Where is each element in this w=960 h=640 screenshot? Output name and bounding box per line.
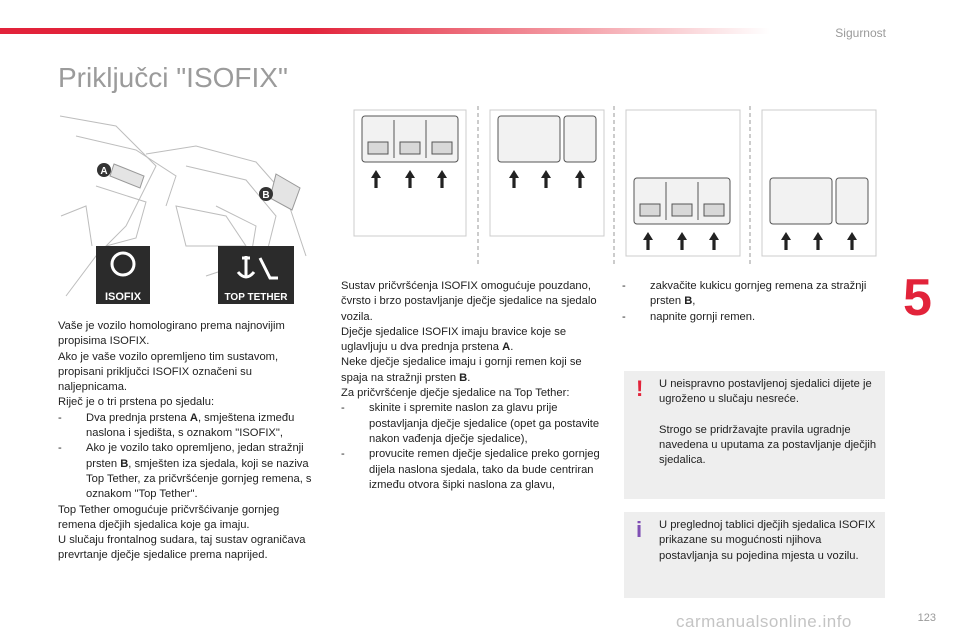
isofix-seat-illustration [56, 106, 318, 312]
seat-diagram-2 [490, 110, 604, 236]
seat-configuration-diagrams [342, 106, 882, 274]
info-icon: i [636, 517, 643, 542]
procedure-intro: Za pričvršćenje dječje sjedalice na Top Tether: [341, 387, 570, 400]
isofix-logo [96, 246, 150, 304]
svg-text:ISOFIX: ISOFIX [104, 291, 142, 303]
text-column-3 [622, 279, 884, 325]
step-strap: - provucite remen dječje sjedalice preko gornjeg dijela naslona sjedala, tako da bude centriran između otvora šipki naslona za glavu, [341, 447, 603, 493]
ring-b-item: - Ako je vozilo tako opremljeno, jedan stražnji prsten B, smješten iza sjedala, koji se naziva Top Tether, za pričvršćenje gornjeg remena, s oznakom "Top Tether". [58, 441, 314, 502]
page-title: Priključci "ISOFIX" [58, 62, 288, 93]
warning-text-2: Strogo se pridržavajte pravila ugradnje navedena u uputama za postavljanje dječjih sjedalica. [659, 423, 877, 467]
tether-paragraph: Top Tether omogućuje pričvršćivanje gornjeg remena dječjih sjedalica koje ga imaju. [58, 503, 280, 531]
watermark: carmanualsonline.info [676, 612, 852, 631]
step-tighten: - napnite gornji remen. [622, 310, 884, 325]
seat-diagram-1 [354, 110, 466, 236]
chapter-number: 5 [903, 269, 932, 327]
info-box [624, 512, 885, 598]
ring-a-marker [97, 163, 111, 177]
warning-icon: ! [636, 376, 644, 401]
step-hook: - zakvačite kukicu gornjeg remena za stražnji prsten B, [622, 279, 884, 310]
text-column-2 [341, 279, 603, 493]
section-label: Sigurnost [835, 26, 886, 40]
intro-paragraph: Vaše je vozilo homologirano prema najnovijim propisima ISOFIX. [58, 320, 285, 348]
system-paragraph: Sustav pričvršćenja ISOFIX omogućuje pouzdano, čvrsto i brzo postavljanje dječje sjedalice na sjedalo vozila. [341, 280, 597, 323]
step-headrest: - skinite i spremite naslon za glavu prije postavljanja dječje sjedalice (opet ga postavite nakon vađenja dječje sjedalice), [341, 401, 603, 447]
ring-a-item: - Dva prednja prstena A, smještena između naslona i sjedišta, s oznakom "ISOFIX", [58, 411, 314, 442]
text-column-1 [58, 319, 314, 564]
info-text: U preglednoj tablici dječjih sjedalica ISOFIX prikazane su mogućnosti njihova postavljanja su pojedina mjesta u vozilu. [659, 519, 876, 562]
warning-text-1: U neispravno postavljenoj sjedalici dijete je ugroženo u slučaju nesreće. [659, 378, 872, 406]
warning-box [624, 371, 885, 499]
labels-paragraph: Ako je vaše vozilo opremljeno tim sustavom, propisani priključci ISOFIX označeni su naljepnicama. [58, 350, 279, 394]
svg-text:TOP TETHER: TOP TETHER [224, 292, 288, 303]
collision-paragraph: U slučaju frontalnog sudara, taj sustav ograničava prevrtanje dječje sjedalice prema naprijed. [58, 534, 306, 562]
top-tether-logo [218, 246, 294, 304]
top-strap-paragraph: Neke dječje sjedalice imaju i gornji remen koji se spaja na stražnji prsten B. [341, 356, 582, 384]
latches-paragraph: Dječje sjedalice ISOFIX imaju bravice koje se uglavljuju u dva prednja prstena A. [341, 325, 567, 354]
header-accent-bar [0, 28, 770, 34]
seat-diagram-4 [762, 110, 876, 256]
svg-text:B: B [262, 190, 270, 201]
page-number: 123 [917, 612, 936, 624]
svg-text:A: A [100, 166, 108, 177]
seat-diagram-3 [626, 110, 740, 256]
rings-paragraph: Riječ je o tri prstena po sjedalu: [58, 396, 215, 409]
ring-b-marker [259, 187, 273, 201]
